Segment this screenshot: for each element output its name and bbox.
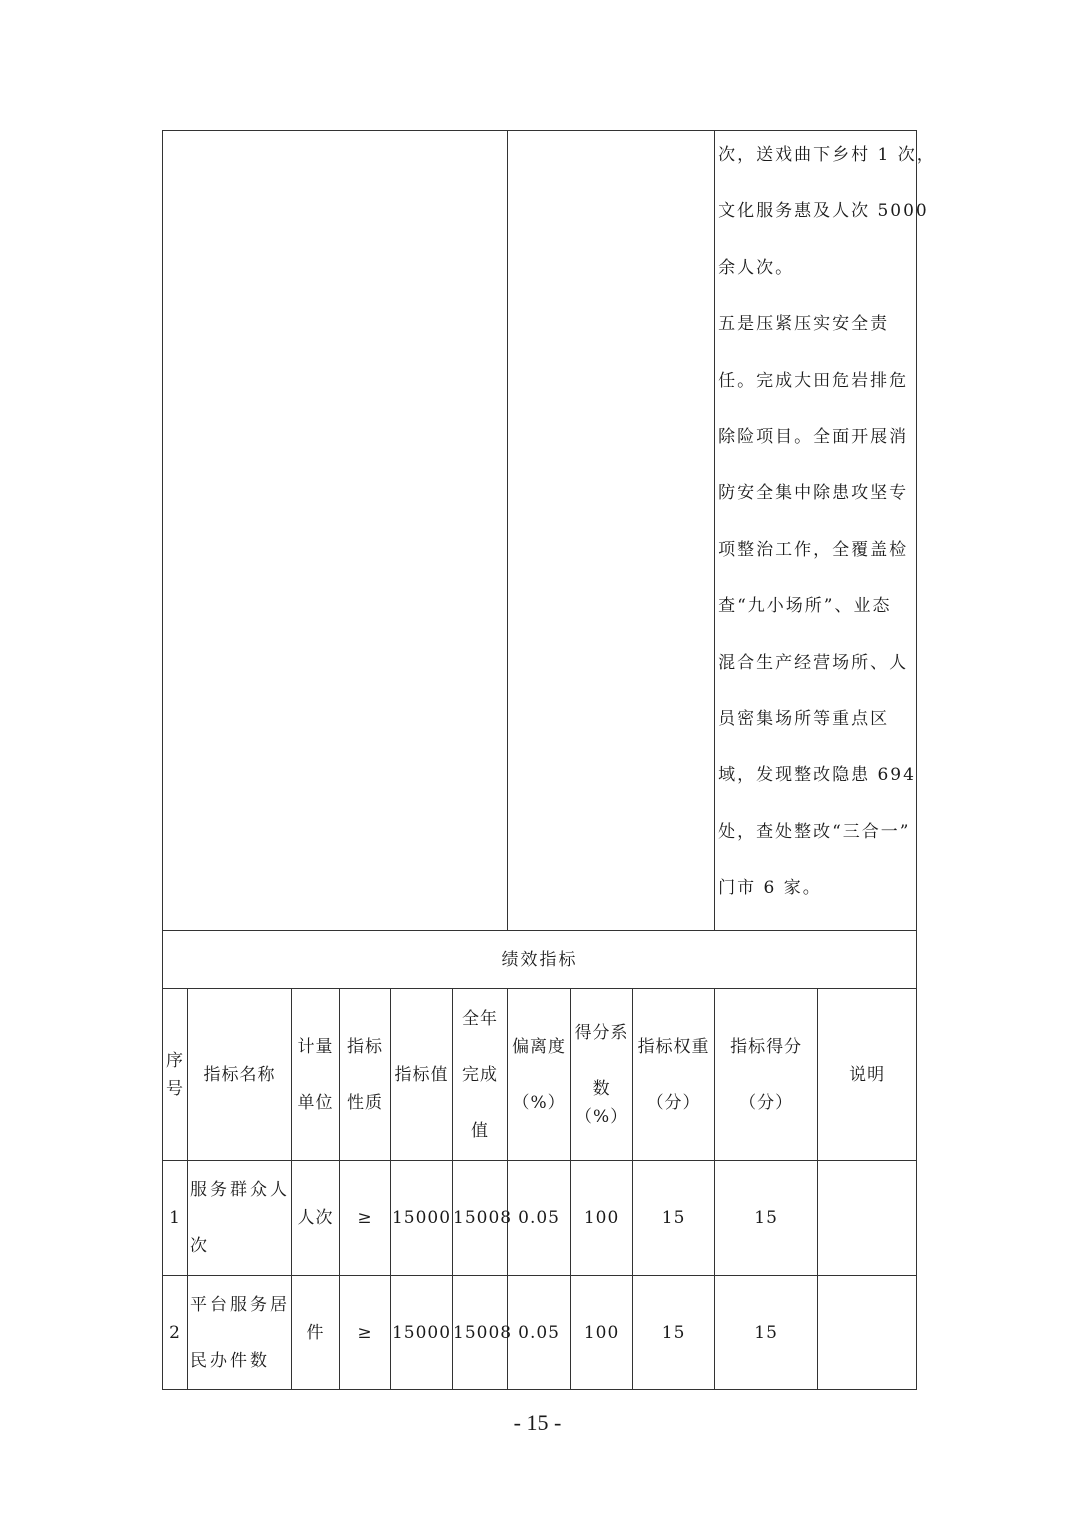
- narrative-line: 查“九小场所”、业态: [718, 596, 892, 617]
- narrative-line: 次，送戏曲下乡村 1 次，: [718, 145, 936, 165]
- narrative-line: 防安全集中除患攻坚专: [718, 483, 909, 504]
- header-row: [163, 989, 917, 1161]
- cell-target: 15000: [391, 1161, 453, 1276]
- header-actual: 全年 完成 值: [453, 989, 508, 1161]
- cell-coef: 100: [571, 1161, 633, 1276]
- cell-deviation: 0.05: [508, 1276, 571, 1390]
- narrative-line: 门市 6 家。: [718, 878, 822, 899]
- header-nature: 指标 性质: [340, 989, 391, 1161]
- narrative-line: 余人次。: [718, 257, 795, 278]
- cell-nature: ≥: [340, 1161, 391, 1276]
- cell-actual: 15008: [453, 1161, 508, 1276]
- cell-coef: 100: [571, 1276, 633, 1390]
- narrative-line: 处，查处整改“三合一”: [718, 821, 911, 842]
- section-title-row: [163, 931, 917, 989]
- cell-unit: 件: [292, 1276, 340, 1390]
- empty-cell-left: [163, 131, 508, 931]
- cell-note: [818, 1161, 917, 1276]
- narrative-line: 除险项目。全面开展消: [718, 426, 909, 447]
- header-note: 说明: [818, 989, 917, 1161]
- header-coef: 得分系 数（%）: [571, 989, 633, 1161]
- cell-actual: 15008: [453, 1276, 508, 1390]
- header-seq: 序 号: [163, 989, 188, 1161]
- performance-table: [162, 130, 936, 1390]
- cell-score: 15: [715, 1161, 818, 1276]
- narrative-line: 任。完成大田危岩排危: [718, 370, 909, 391]
- cell-score: 15: [715, 1276, 818, 1390]
- empty-cell-middle: [508, 131, 715, 931]
- cell-note: [818, 1276, 917, 1390]
- header-unit: 计量 单位: [292, 989, 340, 1161]
- narrative-line: 项整治工作，全覆盖检: [718, 539, 909, 560]
- cell-nature: ≥: [340, 1276, 391, 1390]
- narrative-row: [163, 131, 917, 931]
- cell-target: 15000: [391, 1276, 453, 1390]
- cell-seq: 1: [163, 1161, 188, 1276]
- narrative-line: 五是压紧压实安全责: [718, 314, 890, 335]
- table-row: [163, 1276, 917, 1390]
- cell-weight: 15: [633, 1276, 715, 1390]
- cell-name: 服务群众人 次: [188, 1161, 292, 1276]
- header-score: 指标得分 （分）: [715, 989, 818, 1161]
- cell-weight: 15: [633, 1161, 715, 1276]
- header-target: 指标值: [391, 989, 453, 1161]
- cell-name: 平台服务居 民办件数: [188, 1276, 292, 1390]
- narrative-line: 域，发现整改隐患 694: [718, 765, 916, 786]
- cell-unit: 人次: [292, 1161, 340, 1276]
- narrative-line: 混合生产经营场所、人: [718, 652, 909, 673]
- cell-seq: 2: [163, 1276, 188, 1390]
- header-weight: 指标权重 （分）: [633, 989, 715, 1161]
- table-row: [163, 1161, 917, 1276]
- header-deviation: 偏离度 （%）: [508, 989, 571, 1161]
- narrative-text-cell: [715, 131, 936, 931]
- header-name: 指标名称: [188, 989, 292, 1161]
- page-number: - 15 -: [513, 1410, 562, 1435]
- narrative-line: 文化服务惠及人次 5000: [718, 201, 929, 222]
- section-title: 绩效指标: [163, 931, 917, 989]
- narrative-line: 员密集场所等重点区: [718, 708, 890, 729]
- cell-deviation: 0.05: [508, 1161, 571, 1276]
